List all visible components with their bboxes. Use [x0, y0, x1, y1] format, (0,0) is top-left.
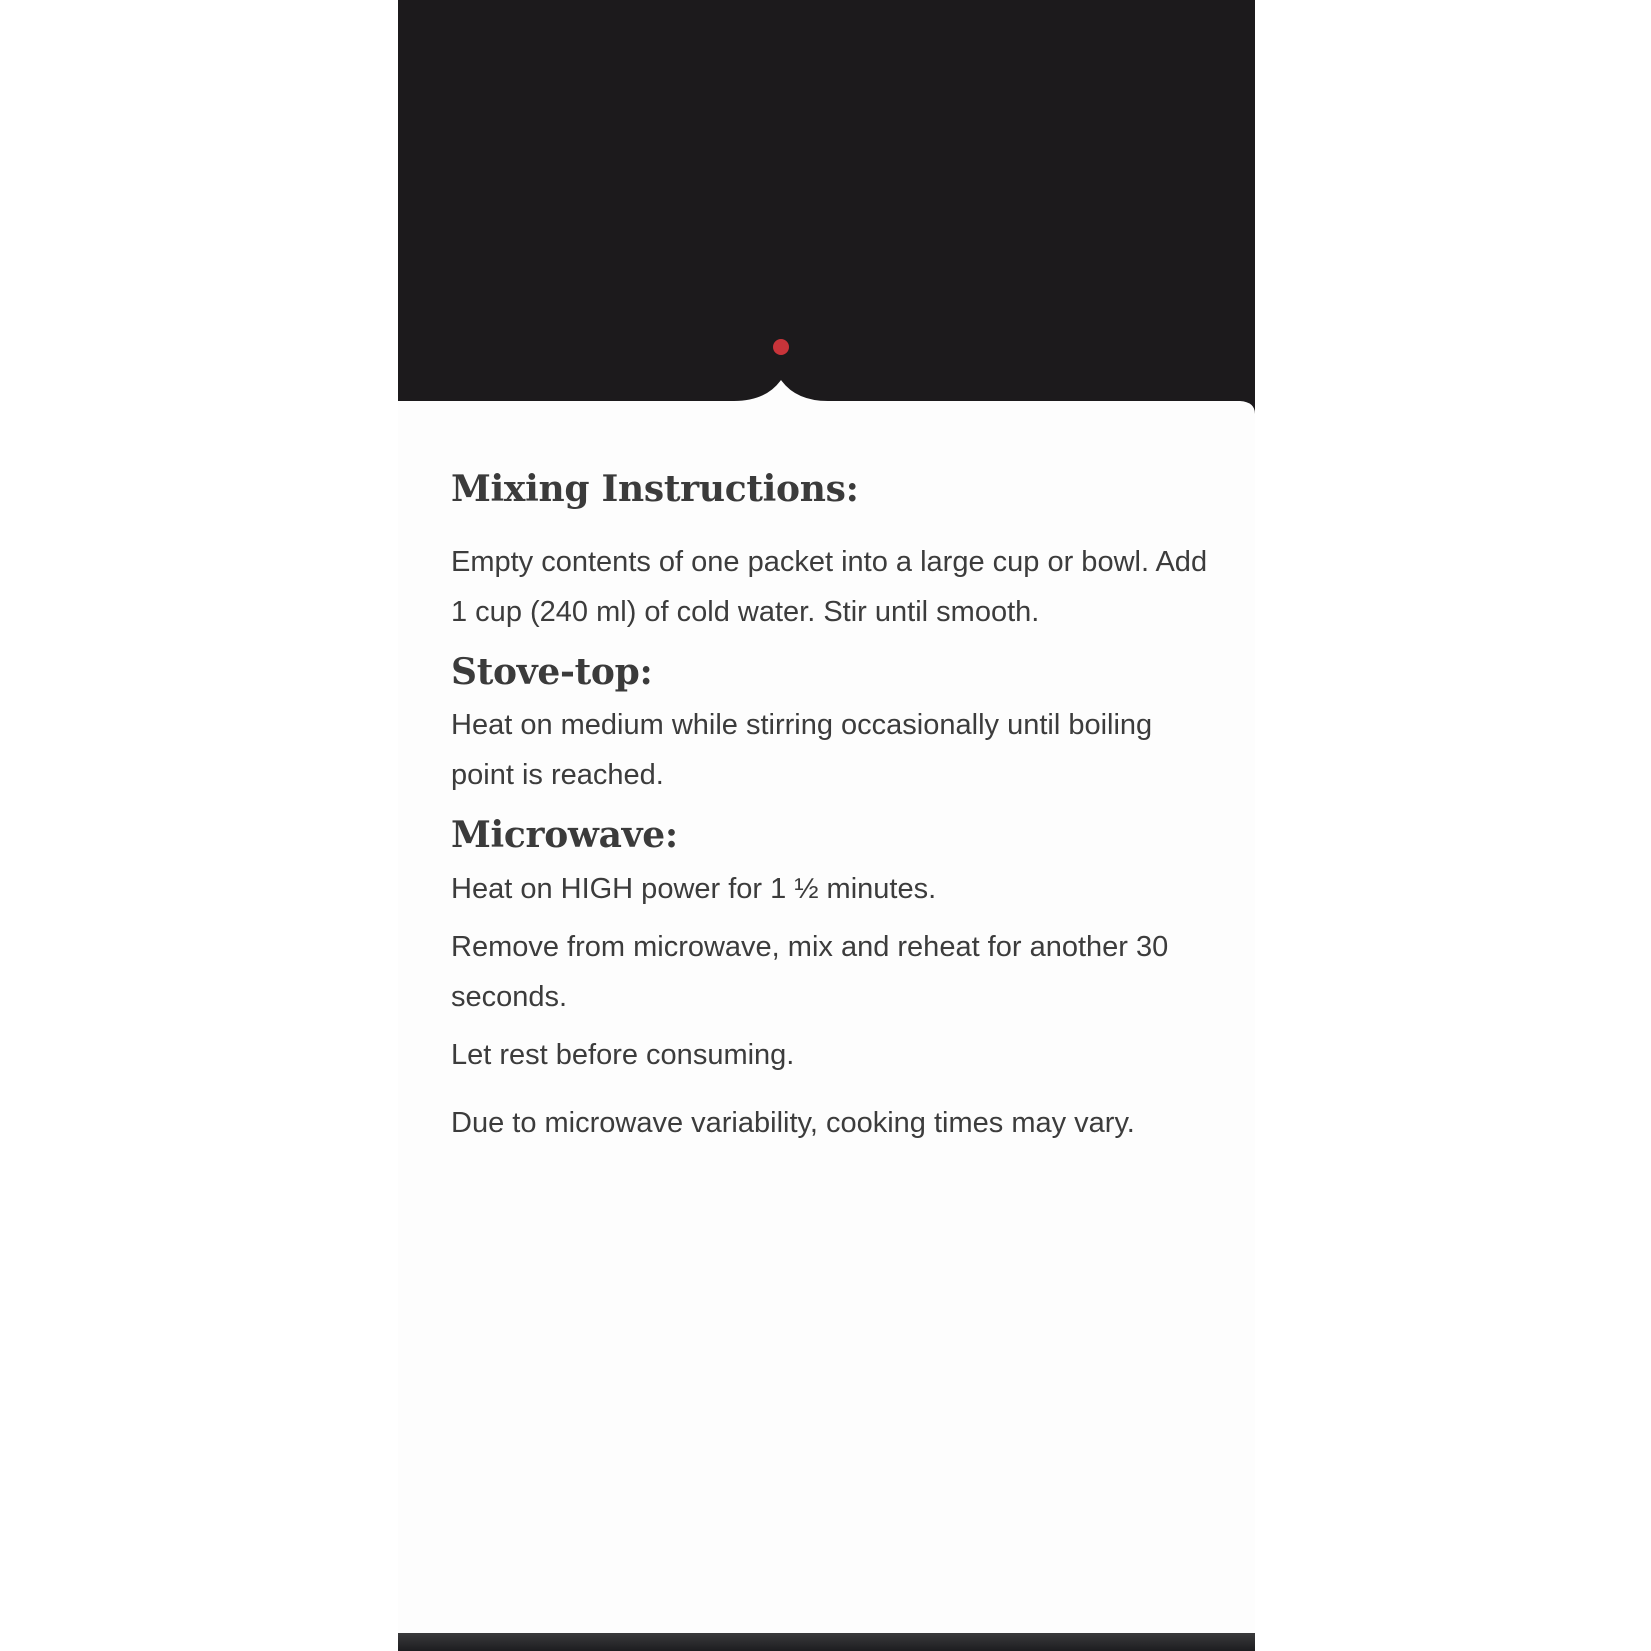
microwave-step-1: Heat on HIGH power for 1 ½ minutes.	[451, 872, 937, 905]
stove-top-text: Heat on medium while stirring occasionally until boiling point is reached.	[451, 709, 1153, 792]
instructions-content	[451, 468, 1221, 1148]
stove-top-heading: Stove-top:	[451, 651, 653, 694]
microwave-heading: Microwave:	[451, 814, 678, 857]
microwave-variability-note: Due to microwave variability, cooking times may vary.	[451, 1106, 1135, 1139]
red-dot-ornament	[773, 339, 789, 355]
mixing-instructions-heading: Mixing Instructions:	[451, 468, 859, 510]
bottom-dark-band	[398, 1633, 1255, 1651]
microwave-step-3: Let rest before consuming.	[451, 1038, 795, 1071]
dark-header-band	[398, 0, 1255, 420]
microwave-step-2: Remove from microwave, mix and reheat for another 30 seconds.	[451, 930, 1169, 1013]
mixing-instructions-text: Empty contents of one packet into a large cup or bowl. Add 1 cup (240 ml) of cold water. Stir until smooth.	[451, 546, 1208, 629]
package-panel	[398, 0, 1255, 1651]
